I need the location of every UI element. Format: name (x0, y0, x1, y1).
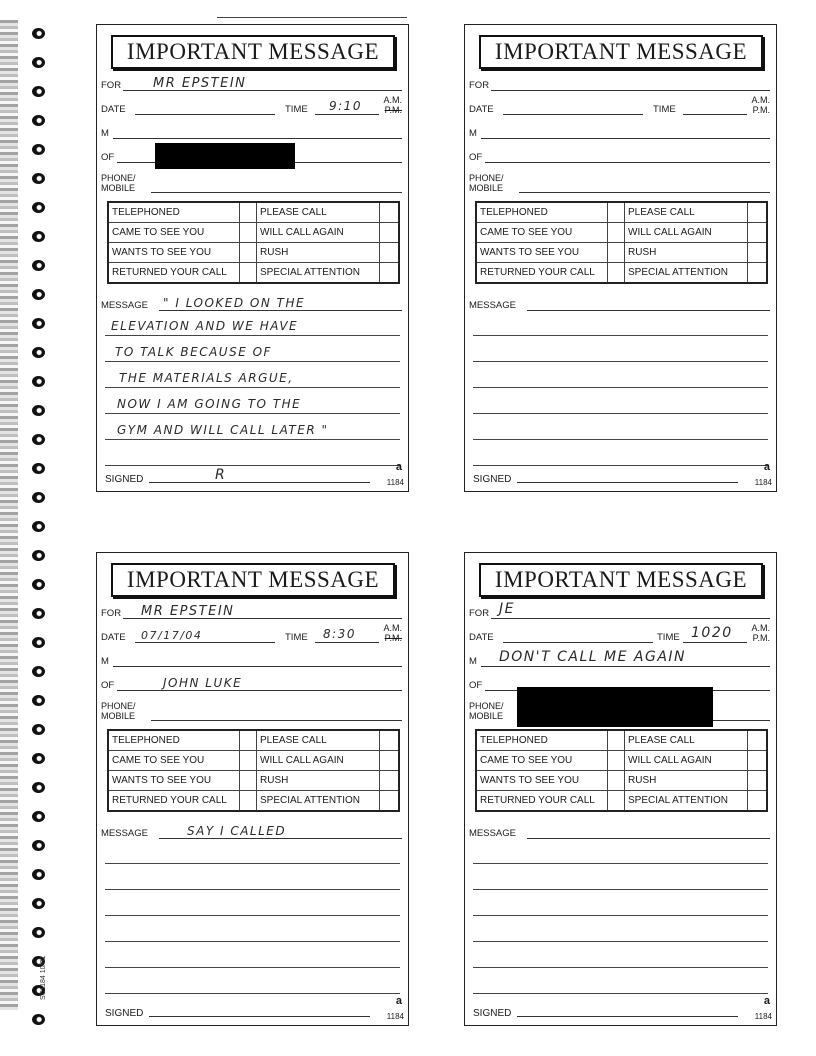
time-label: TIME (657, 632, 680, 643)
binding-ring (32, 86, 45, 97)
time-value: 1020 (691, 625, 733, 641)
rush-label: RUSH (260, 247, 289, 258)
binding-ring (32, 840, 45, 851)
m-field (469, 651, 770, 667)
message-label: MESSAGE (101, 300, 148, 311)
wants-to-see-label: WANTS TO SEE YOU (480, 247, 580, 258)
signed-label: SIGNED (473, 474, 512, 485)
returned-call-label: RETURNED YOUR CALL (112, 795, 227, 806)
message-slip-4 (464, 552, 777, 1026)
time-label: TIME (285, 632, 308, 643)
m-label: M (469, 656, 477, 667)
message-slip-3 (96, 552, 409, 1026)
came-to-see-label: CAME TO SEE YOU (112, 227, 205, 238)
for-label: FOR (469, 608, 490, 619)
m-label: M (101, 128, 109, 139)
binding-ring (32, 927, 45, 938)
date-value: 07/17/04 (141, 629, 203, 642)
binding-ring (32, 579, 45, 590)
returned-call-label: RETURNED YOUR CALL (480, 795, 595, 806)
binding-ring (32, 347, 45, 358)
will-call-again-label: WILL CALL AGAIN (260, 227, 344, 238)
date-time-field (101, 623, 402, 643)
binding-ring (32, 173, 45, 184)
special-attention-label: SPECIAL ATTENTION (628, 795, 729, 806)
telephoned-label: TELEPHONED (480, 735, 548, 746)
binding-form-code: SC1184 10/01 (40, 955, 47, 1000)
binding-ring (32, 637, 45, 648)
binding-ring (32, 695, 45, 706)
for-field (101, 603, 402, 619)
slip-title: IMPORTANT MESSAGE (111, 35, 395, 69)
returned-call-label: RETURNED YOUR CALL (480, 267, 595, 278)
pm-label: P.M. (384, 633, 402, 643)
message-line-1: SAY I CALLED (187, 824, 287, 838)
binding-ring (32, 869, 45, 880)
m-label: M (101, 656, 109, 667)
message-field (101, 823, 402, 839)
rush-label: RUSH (260, 775, 289, 786)
came-to-see-label: CAME TO SEE YOU (480, 227, 573, 238)
phone-label: PHONE/ (101, 173, 136, 183)
brand-logo-icon: a (395, 995, 402, 1007)
please-call-label: PLEASE CALL (628, 735, 695, 746)
of-field (469, 147, 770, 163)
date-label: DATE (101, 632, 126, 643)
for-label: FOR (101, 80, 122, 91)
mobile-label: MOBILE (469, 183, 504, 193)
date-label: DATE (101, 104, 126, 115)
status-checklist (475, 729, 768, 812)
message-label: MESSAGE (101, 828, 148, 839)
signed-label: SIGNED (105, 1008, 144, 1019)
rush-label: RUSH (628, 775, 657, 786)
form-number: 1184 (386, 1012, 404, 1021)
mobile-label: MOBILE (469, 711, 504, 721)
for-value: JE (499, 601, 515, 617)
mobile-label: MOBILE (101, 183, 136, 193)
message-field (101, 295, 402, 311)
binding-ring (32, 463, 45, 474)
will-call-again-label: WILL CALL AGAIN (628, 755, 712, 766)
am-label: A.M. (751, 623, 770, 633)
message-line-2: ELEVATION AND WE HAVE (111, 319, 299, 333)
of-label: OF (469, 152, 483, 163)
message-line-1: " I LOOKED ON THE (163, 296, 306, 310)
binding-ring (32, 202, 45, 213)
binding-edge-texture (0, 20, 18, 1010)
binding-ring (32, 260, 45, 271)
came-to-see-label: CAME TO SEE YOU (480, 755, 573, 766)
will-call-again-label: WILL CALL AGAIN (260, 755, 344, 766)
m-field (469, 123, 770, 139)
paper-edge (217, 17, 407, 18)
am-label: A.M. (383, 623, 402, 633)
binding-ring (32, 753, 45, 764)
binding-ring (32, 782, 45, 793)
telephoned-label: TELEPHONED (480, 207, 548, 218)
m-field (101, 123, 402, 139)
brand-logo-icon: a (763, 461, 770, 473)
date-time-field (469, 95, 770, 115)
slip-title: IMPORTANT MESSAGE (479, 35, 763, 69)
please-call-label: PLEASE CALL (260, 207, 327, 218)
for-value: MR EPSTEIN (141, 604, 235, 619)
binding-ring (32, 724, 45, 735)
redaction-box (517, 687, 713, 727)
phone-label: PHONE/ (469, 173, 504, 183)
message-label: MESSAGE (469, 300, 516, 311)
returned-call-label: RETURNED YOUR CALL (112, 267, 227, 278)
slip-title: IMPORTANT MESSAGE (479, 563, 763, 597)
status-checklist (107, 729, 400, 812)
time-value: 8:30 (323, 627, 356, 641)
time-label: TIME (285, 104, 308, 115)
rush-label: RUSH (628, 247, 657, 258)
redaction-box (155, 143, 295, 169)
message-slip-1 (96, 24, 409, 492)
special-attention-label: SPECIAL ATTENTION (628, 267, 729, 278)
form-number: 1184 (754, 478, 772, 487)
date-label: DATE (469, 104, 494, 115)
binding-ring (32, 1014, 45, 1025)
m-value: DON'T CALL ME AGAIN (499, 649, 687, 665)
m-label: M (469, 128, 477, 139)
phone-label: PHONE/ (469, 701, 504, 711)
date-label: DATE (469, 632, 494, 643)
for-field (469, 603, 770, 619)
of-label: OF (469, 680, 483, 691)
please-call-label: PLEASE CALL (260, 735, 327, 746)
slip-title: IMPORTANT MESSAGE (111, 563, 395, 597)
binding-ring (32, 231, 45, 242)
pm-label: P.M. (752, 633, 770, 643)
time-value: 9:10 (329, 99, 362, 113)
binding-ring (32, 811, 45, 822)
wants-to-see-label: WANTS TO SEE YOU (480, 775, 580, 786)
binding-ring (32, 405, 45, 416)
time-label: TIME (653, 104, 676, 115)
for-field (469, 75, 770, 91)
message-line-4: THE MATERIALS ARGUE, (119, 371, 294, 385)
please-call-label: PLEASE CALL (628, 207, 695, 218)
for-label: FOR (101, 608, 122, 619)
binding-ring (32, 57, 45, 68)
message-field (469, 295, 770, 311)
special-attention-label: SPECIAL ATTENTION (260, 795, 361, 806)
for-field (101, 75, 402, 91)
brand-logo-icon: a (395, 461, 402, 473)
binding-ring (32, 521, 45, 532)
wants-to-see-label: WANTS TO SEE YOU (112, 247, 212, 258)
brand-logo-icon: a (763, 995, 770, 1007)
binding-ring (32, 550, 45, 561)
pm-label: P.M. (384, 105, 402, 115)
signed-label: SIGNED (105, 474, 144, 485)
special-attention-label: SPECIAL ATTENTION (260, 267, 361, 278)
for-value: MR EPSTEIN (153, 76, 247, 91)
phone-field (101, 171, 402, 193)
message-line-5: NOW I AM GOING TO THE (117, 397, 302, 411)
binding-ring (32, 289, 45, 300)
of-field (101, 675, 402, 691)
binding-ring (32, 608, 45, 619)
m-field (101, 651, 402, 667)
of-label: OF (101, 152, 115, 163)
telephoned-label: TELEPHONED (112, 735, 180, 746)
binding-ring (32, 376, 45, 387)
of-label: OF (101, 680, 115, 691)
binding-ring (32, 144, 45, 155)
form-number: 1184 (386, 478, 404, 487)
form-number: 1184 (754, 1012, 772, 1021)
signed-label: SIGNED (473, 1008, 512, 1019)
will-call-again-label: WILL CALL AGAIN (628, 227, 712, 238)
message-line-3: TO TALK BECAUSE OF (115, 345, 272, 359)
status-checklist (475, 201, 768, 284)
signed-value: R (215, 467, 227, 483)
binding-ring (32, 28, 45, 39)
binding-ring (32, 115, 45, 126)
wants-to-see-label: WANTS TO SEE YOU (112, 775, 212, 786)
telephoned-label: TELEPHONED (112, 207, 180, 218)
message-field (469, 823, 770, 839)
mobile-label: MOBILE (101, 711, 136, 721)
phone-field (101, 699, 402, 721)
for-label: FOR (469, 80, 490, 91)
date-time-field (469, 623, 770, 643)
of-value: JOHN LUKE (163, 676, 243, 690)
phone-label: PHONE/ (101, 701, 136, 711)
pm-label: P.M. (752, 105, 770, 115)
binding-ring (32, 666, 45, 677)
binding-ring (32, 898, 45, 909)
message-line-6: GYM AND WILL CALL LATER " (117, 423, 329, 437)
binding-ring (32, 492, 45, 503)
binding-ring (32, 434, 45, 445)
spiral-binding (0, 0, 52, 1056)
message-slip-2 (464, 24, 777, 492)
binding-ring (32, 318, 45, 329)
date-time-field (101, 95, 402, 115)
phone-field (469, 171, 770, 193)
came-to-see-label: CAME TO SEE YOU (112, 755, 205, 766)
message-label: MESSAGE (469, 828, 516, 839)
status-checklist (107, 201, 400, 284)
am-label: A.M. (751, 95, 770, 105)
am-label: A.M. (383, 95, 402, 105)
